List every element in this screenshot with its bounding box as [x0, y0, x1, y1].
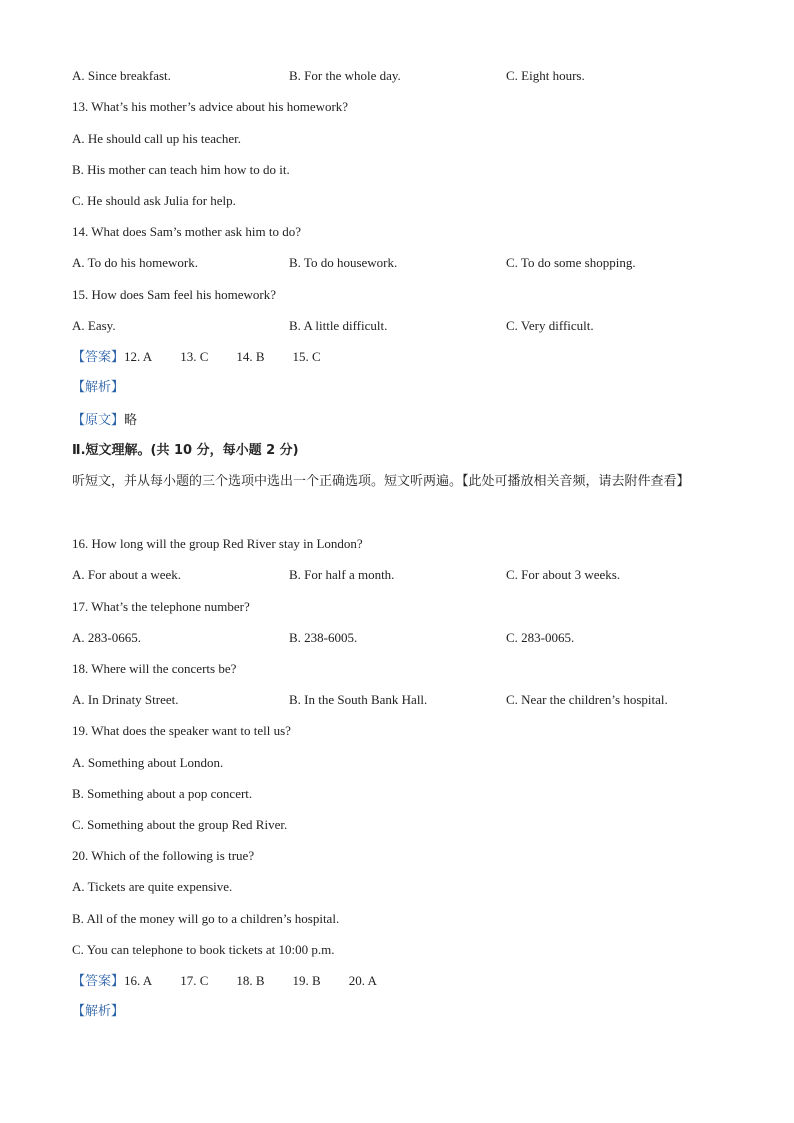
q18-option-a: A. In Drinaty Street.: [72, 692, 179, 707]
q12-option-a: A. Since breakfast.: [72, 68, 171, 83]
q16-stem: 16. How long will the group Red River stay in London?: [72, 536, 363, 551]
q20-option-a: A. Tickets are quite expensive.: [72, 879, 233, 894]
q15-stem: 15. How does Sam feel his homework?: [72, 287, 276, 302]
original-text-row: [72, 412, 137, 429]
q19-option-a: A. Something about London.: [72, 755, 224, 770]
answer-value: 16. A: [124, 973, 153, 988]
q17-option-b: B. 238-6005.: [289, 630, 358, 645]
q14-option-a: A. To do his homework.: [72, 255, 198, 270]
answer-value: 13. C: [180, 349, 209, 364]
q14-option-c: C. To do some shopping.: [506, 255, 636, 270]
q12-option-b: B. For the whole day.: [289, 68, 401, 83]
q12-option-c: C. Eight hours.: [506, 68, 585, 83]
q15-option-a: A. Easy.: [72, 318, 116, 333]
answer-value: 18. B: [236, 973, 265, 988]
answer-value: 14. B: [236, 349, 265, 364]
q16-option-a: A. For about a week.: [72, 567, 182, 582]
answer-row-2: [72, 973, 405, 990]
answer-row-1: [72, 349, 349, 366]
q13-stem: 13. What’s his mother’s advice about his homework?: [72, 99, 349, 114]
answer-label: 【答案】: [72, 350, 125, 365]
q16-option-c: C. For about 3 weeks.: [506, 567, 621, 582]
answer-value: 12. A: [124, 349, 153, 364]
q14-stem: 14. What does Sam’s mother ask him to do?: [72, 224, 302, 239]
q15-option-b: B. A little difficult.: [289, 318, 388, 333]
answer-label: 【答案】: [72, 974, 125, 989]
q18-option-c: C. Near the children’s hospital.: [506, 692, 668, 707]
q17-stem: 17. What’s the telephone number?: [72, 599, 250, 614]
q13-option-b: B. His mother can teach him how to do it.: [72, 162, 290, 177]
q19-option-b: B. Something about a pop concert.: [72, 786, 253, 801]
q16-option-b: B. For half a month.: [289, 567, 395, 582]
q13-option-c: C. He should ask Julia for help.: [72, 193, 236, 208]
answer-value: 19. B: [292, 973, 321, 988]
original-label: 【原文】: [72, 413, 125, 428]
answer-value: 17. C: [180, 973, 209, 988]
analysis-label-1: 【解析】: [72, 380, 125, 395]
q19-stem: 19. What does the speaker want to tell us?: [72, 723, 291, 738]
q18-option-b: B. In the South Bank Hall.: [289, 692, 428, 707]
q19-option-c: C. Something about the group Red River.: [72, 817, 288, 832]
q14-option-b: B. To do housework.: [289, 255, 398, 270]
section-2-title: Ⅱ.短文理解。(共 10 分，每小题 2 分): [72, 443, 299, 458]
q13-option-a: A. He should call up his teacher.: [72, 131, 241, 146]
answer-value: 15. C: [292, 349, 321, 364]
q17-option-c: C. 283-0065.: [506, 630, 575, 645]
analysis-label-2: 【解析】: [72, 1004, 125, 1019]
q20-option-c: C. You can telephone to book tickets at 10:00 p.m.: [72, 942, 335, 957]
original-text: 略: [124, 413, 138, 428]
q20-stem: 20. Which of the following is true?: [72, 848, 255, 863]
q15-option-c: C. Very difficult.: [506, 318, 594, 333]
q17-option-a: A. 283-0665.: [72, 630, 141, 645]
answer-value: 20. A: [348, 973, 377, 988]
q20-option-b: B. All of the money will go to a children’s hospital.: [72, 911, 340, 926]
q18-stem: 18. Where will the concerts be?: [72, 661, 237, 676]
section-2-instruction: 听短文，并从每小题的三个选项中选出一个正确选项。短文听两遍。【此处可播放相关音频，请去附件查看】: [72, 474, 690, 489]
